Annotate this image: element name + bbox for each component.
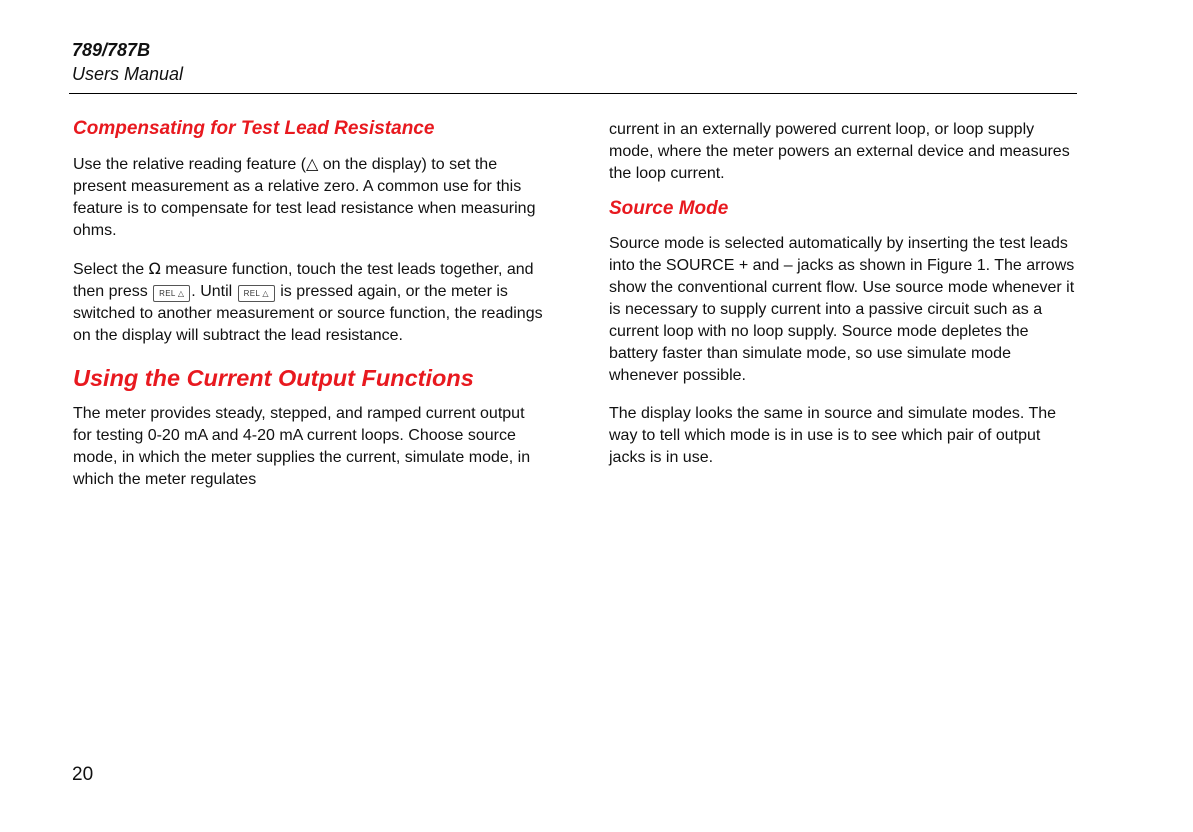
document-model-title: 789/787B xyxy=(72,40,151,60)
paragraph-current-output-continued: current in an externally powered current loop, or loop supply mode, where the meter powers an external device and measures the loop current. xyxy=(609,121,1070,182)
text-segment: Use the relative reading feature ( xyxy=(73,156,307,173)
text-segment: on the display) to set the present measurement as a relative zero. A common use for this feature is to compensate for test lead resistance when measuring ohms. xyxy=(73,156,536,239)
header-divider xyxy=(69,93,1077,94)
rel-delta-key-icon: REL △ xyxy=(238,285,275,302)
heading-current-output-functions: Using the Current Output Functions xyxy=(73,365,474,391)
text-segment: measure function, touch the test leads together, and then press xyxy=(73,261,534,300)
text-segment: Select the xyxy=(73,261,149,278)
right-column xyxy=(609,119,1079,469)
paragraph-current-output-intro: The meter provides steady, stepped, and ramped current output for testing 0-20 mA and 4-20 mA current loops. Choose source mode, in which the meter supplies the current, simulate mode, in which the meter regulates xyxy=(73,405,531,488)
document-manual-subtitle: Users Manual xyxy=(72,64,184,84)
heading-source-mode: Source Mode xyxy=(609,198,729,219)
paragraph-relative-reading xyxy=(73,153,543,242)
rel-delta-key-icon: REL △ xyxy=(153,285,190,302)
paragraph-source-mode: Source mode is selected automatically by inserting the test leads into the SOURCE + and – jacks as shown in Figure 1. The arrows show the conventional current flow. Use source mode whenever it is necessary to supply current into a passive circuit such as a current loop with no loop supply. Source mode depletes the battery faster than simulate mode, so use simulate mode whenever possible. xyxy=(609,235,1075,384)
text-segment: is pressed again, or the meter is switched to another measurement or source function, the readings on the display will subtract the lead resistance. xyxy=(73,283,543,344)
delta-icon: △ xyxy=(306,154,319,173)
paragraph-select-ohm-function xyxy=(73,258,543,347)
ohm-icon: Ω xyxy=(148,259,161,278)
left-column xyxy=(73,117,543,491)
heading-compensating-lead-resistance: Compensating for Test Lead Resistance xyxy=(73,118,435,139)
text-segment: . Until xyxy=(191,283,237,300)
paragraph-display-modes: The display looks the same in source and simulate modes. The way to tell which mode is in use is to see which pair of output jacks is in use. xyxy=(609,405,1057,466)
page-number: 20 xyxy=(72,764,94,785)
